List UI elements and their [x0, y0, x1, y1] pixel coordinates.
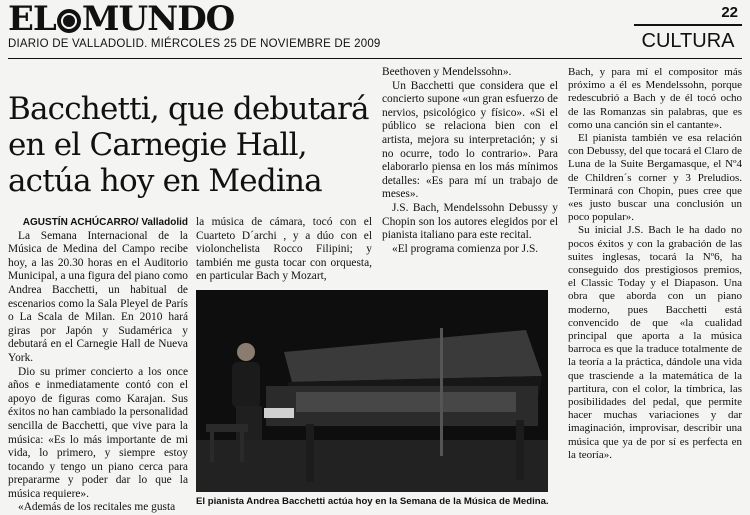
column-2 [196, 216, 372, 284]
paragraph: «El programa comienza por J.S. [392, 242, 539, 255]
headline: Bacchetti, que debutará en el Carnegie Hall, actúa hoy en Medina [8, 90, 369, 199]
pianist-at-piano-illustration [196, 290, 548, 492]
concert-photo [196, 290, 548, 492]
paragraph: Su inicial J.S. Bach le ha dado no pocos éxitos y con la grabación de las suites inglesas, tocará la Nº6, ha conseguido dos prestigiosos premios, el Classic Today y el Diapason. Una obra que aborda con un piano moderno, pues Bacchetti está convencido de que «la cualidad principal que aporta a la música barroca es que la traduce totalmente de la teoría a la práctica, dándole una vida que trasciende a la matemática de la partitura, con el color, la tímbrica, las posibilidades del pedal, que permite hacer muchas variaciones y dar imaginación, improvisar, describir una música que ya de por sí es perfecta en la teoría». [568, 224, 742, 461]
paragraph: El pianista también ve esa relación con Debussy, del que tocará el Claro de Luna de la Suite Bergamasque, el Nº4 de Children´s corner y 3 Preludios. Terminará con Chopin, pues cree que «es justo buscar una conclusión un poco popular». [568, 132, 743, 224]
byline: AGUSTÍN ACHÚCARRO/ Valladolid [22, 217, 188, 228]
page-number: 22 [721, 4, 738, 21]
section-label: CULTURA [634, 24, 742, 56]
column-4 [568, 66, 742, 462]
masthead [8, 2, 742, 60]
paragraph: Un Bacchetti que considera que el concierto supone «un gran esfuerzo de nervios, psicológico y físico». «Si el público se relaciona bien con el artista, mejora su interpretación; y si no ocurre, todo lo contrario». Para elaborarlo piensa en los más mínimos detalles: «Es para mí un trabajo de meses». [382, 79, 558, 201]
paragraph: J.S. Bach, Mendelssohn Debussy y Chopin son los autores elegidos por el pianista italiano para este recital. [382, 201, 558, 242]
paragraph: la música de cámara, tocó con el Cuarteto D´archi , y a dúo con el violonchelista Rocco Filipini; y también me gusta tocar con orquesta, en particular Bach y Mozart, [196, 216, 372, 283]
paragraph: Bach, y para mí el compositor más próximo a él es Mendelssohn, porque redescubrió a Bach y de él tocó ocho de las Romanzas sin palabras, que es como una canción sin el cantante». [568, 66, 742, 131]
paragraph: La Semana Internacional de la Música de Medina del Campo recibe hoy, a las 20.30 horas en el Auditorio Municipal, a una figura del piano como Andrea Bacchetti, un habitual de escenarios como la Sala Pleyel de París o La Scala de Milan. En 2010 hará giras por Japón y Sudamérica y debutará en el Carnegie Hall de Nueva York. [8, 229, 188, 364]
globe-icon [57, 9, 81, 33]
dateline: DIARIO DE VALLADOLID. MIÉRCOLES 25 DE NOVIEMBRE DE 2009 [8, 38, 381, 50]
masthead-rule [8, 58, 742, 59]
newspaper-logo: EL MUNDO [8, 0, 235, 39]
column-1 [8, 216, 188, 515]
column-3 [382, 66, 558, 256]
paragraph: Beethoven y Mendelssohn». [382, 66, 512, 78]
paragraph: «Además de los recitales me gusta [18, 501, 176, 514]
paragraph: Dio su primer concierto a los once años e inmediatamente contó con el apoyo de figuras como Karajan. Sus éxitos no han cambiado la personalidad sencilla de Bacchetti, que vive para la música: «Es lo más importante de mi vida, lo primero, y siempre estoy tocando y tengo un piano cerca para prepararme y poder dar lo que la música requiere». [8, 365, 188, 500]
photo-caption: El pianista Andrea Bacchetti actúa hoy en la Semana de la Música de Medina. [196, 496, 549, 507]
